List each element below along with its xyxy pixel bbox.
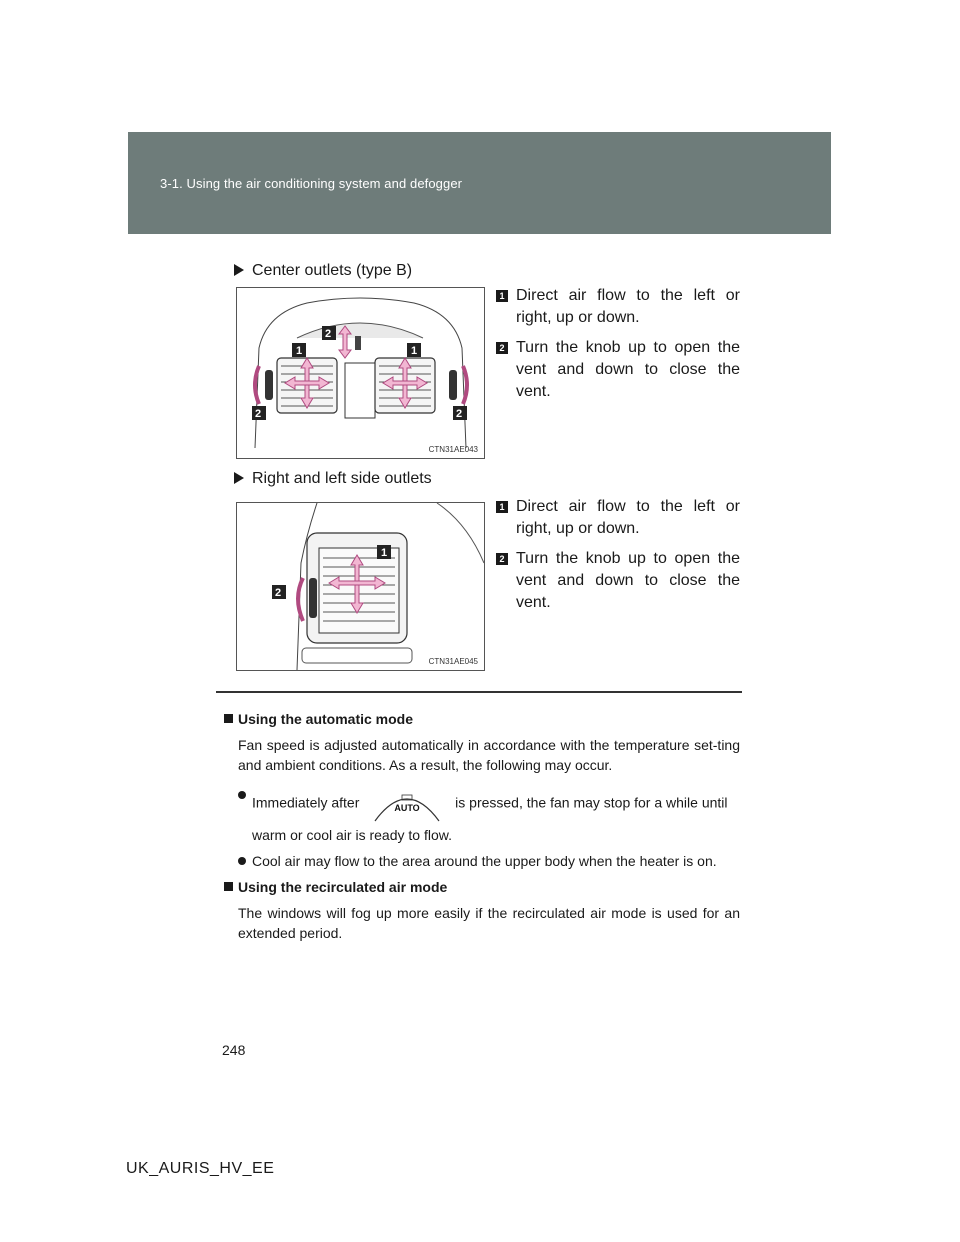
svg-text:1: 1 xyxy=(411,345,418,357)
figure-code: CTN31AE045 xyxy=(428,657,478,666)
step-text: Turn the knob up to open the vent and down to close the vent. xyxy=(516,550,740,611)
figure-code: CTN31AE043 xyxy=(428,445,478,454)
triangle-bullet-icon xyxy=(234,472,244,484)
step-text: Turn the knob up to open the vent and down to close the vent. xyxy=(516,339,740,400)
knob-center xyxy=(355,336,361,350)
note-heading-auto: Using the automatic mode xyxy=(224,709,740,729)
side-outlets-illustration xyxy=(237,503,484,670)
bullet-text: Cool air may flow to the area around the upper body when the heater is on. xyxy=(252,853,717,869)
svg-text:2: 2 xyxy=(275,587,282,599)
auto-button-label: AUTO xyxy=(394,803,420,813)
section-title-side-outlets xyxy=(234,470,432,488)
section-title-text: Center outlets (type B) xyxy=(252,262,413,279)
center-outlets-illustration xyxy=(237,288,484,458)
step-item xyxy=(496,285,740,329)
step-text: Direct air flow to the left or right, up or down. xyxy=(516,498,740,537)
bullet-text: Immediately after xyxy=(252,794,360,811)
steps-center-outlets xyxy=(496,285,740,411)
step-text: Direct air flow to the left or right, up or down. xyxy=(516,287,740,326)
document-code: UK_AURIS_HV_EE xyxy=(126,1160,275,1177)
bullet-text: is pressed, the fan may stop for a while until xyxy=(455,794,728,811)
svg-text:2: 2 xyxy=(325,328,332,340)
notes-section xyxy=(224,709,740,953)
bullet-item xyxy=(224,851,740,871)
svg-text:2: 2 xyxy=(456,408,463,420)
step-number-badge: 1 xyxy=(496,290,508,302)
step-item xyxy=(496,548,740,614)
svg-text:2: 2 xyxy=(255,408,262,420)
auto-button-icon xyxy=(371,785,443,823)
svg-text:1: 1 xyxy=(381,547,388,559)
breadcrumb: 3-1. Using the air conditioning system and defogger xyxy=(160,176,463,191)
section-divider xyxy=(216,691,742,693)
page-number: 248 xyxy=(222,1042,246,1058)
note-body-auto: Fan speed is adjusted automatically in accordance with the temperature set-ting and ambient conditions. As a result, the following may occur. xyxy=(238,737,740,773)
step-number-badge: 1 xyxy=(496,501,508,513)
triangle-bullet-icon xyxy=(234,264,244,276)
note-body-recirc: The windows will fog up more easily if the recirculated air mode is used for an extended period. xyxy=(238,905,740,941)
section-title-center-outlets xyxy=(234,262,412,280)
svg-text:1: 1 xyxy=(296,345,303,357)
section-title-text: Right and left side outlets xyxy=(252,470,432,487)
figure-side-outlets xyxy=(236,502,485,671)
side-knob xyxy=(309,578,317,618)
bullet-item xyxy=(224,785,740,823)
bullet-continuation: warm or cool air is ready to flow. xyxy=(252,827,452,843)
step-item xyxy=(496,496,740,540)
step-number-badge: 2 xyxy=(496,553,508,565)
knob-left xyxy=(265,370,273,400)
note-heading-recirc: Using the recirculated air mode xyxy=(224,877,740,897)
step-number-badge: 2 xyxy=(496,342,508,354)
step-item xyxy=(496,337,740,403)
figure-center-outlets xyxy=(236,287,485,459)
knob-right xyxy=(449,370,457,400)
steps-side-outlets xyxy=(496,496,740,622)
